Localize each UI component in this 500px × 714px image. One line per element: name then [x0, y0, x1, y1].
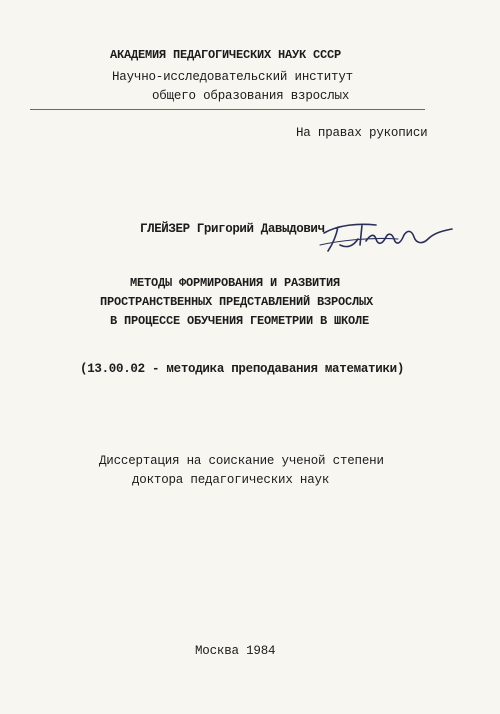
handwritten-signature — [318, 215, 460, 255]
title-line-2: ПРОСТРАНСТВЕННЫХ ПРЕДСТАВЛЕНИЙ ВЗРОСЛЫХ — [100, 295, 374, 309]
institute-name-line1: Научно-исследовательский институт — [112, 70, 353, 84]
degree-line-2: доктора педагогических наук — [132, 473, 330, 487]
specialty-code: (13.00.02 - методика преподавания математики) — [80, 362, 405, 376]
degree-line-1: Диссертация на соискание ученой степени — [99, 454, 384, 468]
institution-name: АКАДЕМИЯ ПЕДАГОГИЧЕСКИХ НАУК СССР — [110, 48, 342, 62]
place-and-year: Москва 1984 — [195, 644, 276, 658]
title-line-1: МЕТОДЫ ФОРМИРОВАНИЯ И РАЗВИТИЯ — [130, 276, 341, 290]
title-line-3: В ПРОЦЕССЕ ОБУЧЕНИЯ ГЕОМЕТРИИ В ШКОЛЕ — [110, 314, 370, 328]
manuscript-rights-note: На правах рукописи — [296, 126, 428, 140]
institute-name-line2: общего образования взрослых — [152, 89, 350, 103]
header-divider — [30, 109, 425, 110]
author-name: ГЛЕЙЗЕР Григорий Давыдович — [140, 222, 325, 236]
